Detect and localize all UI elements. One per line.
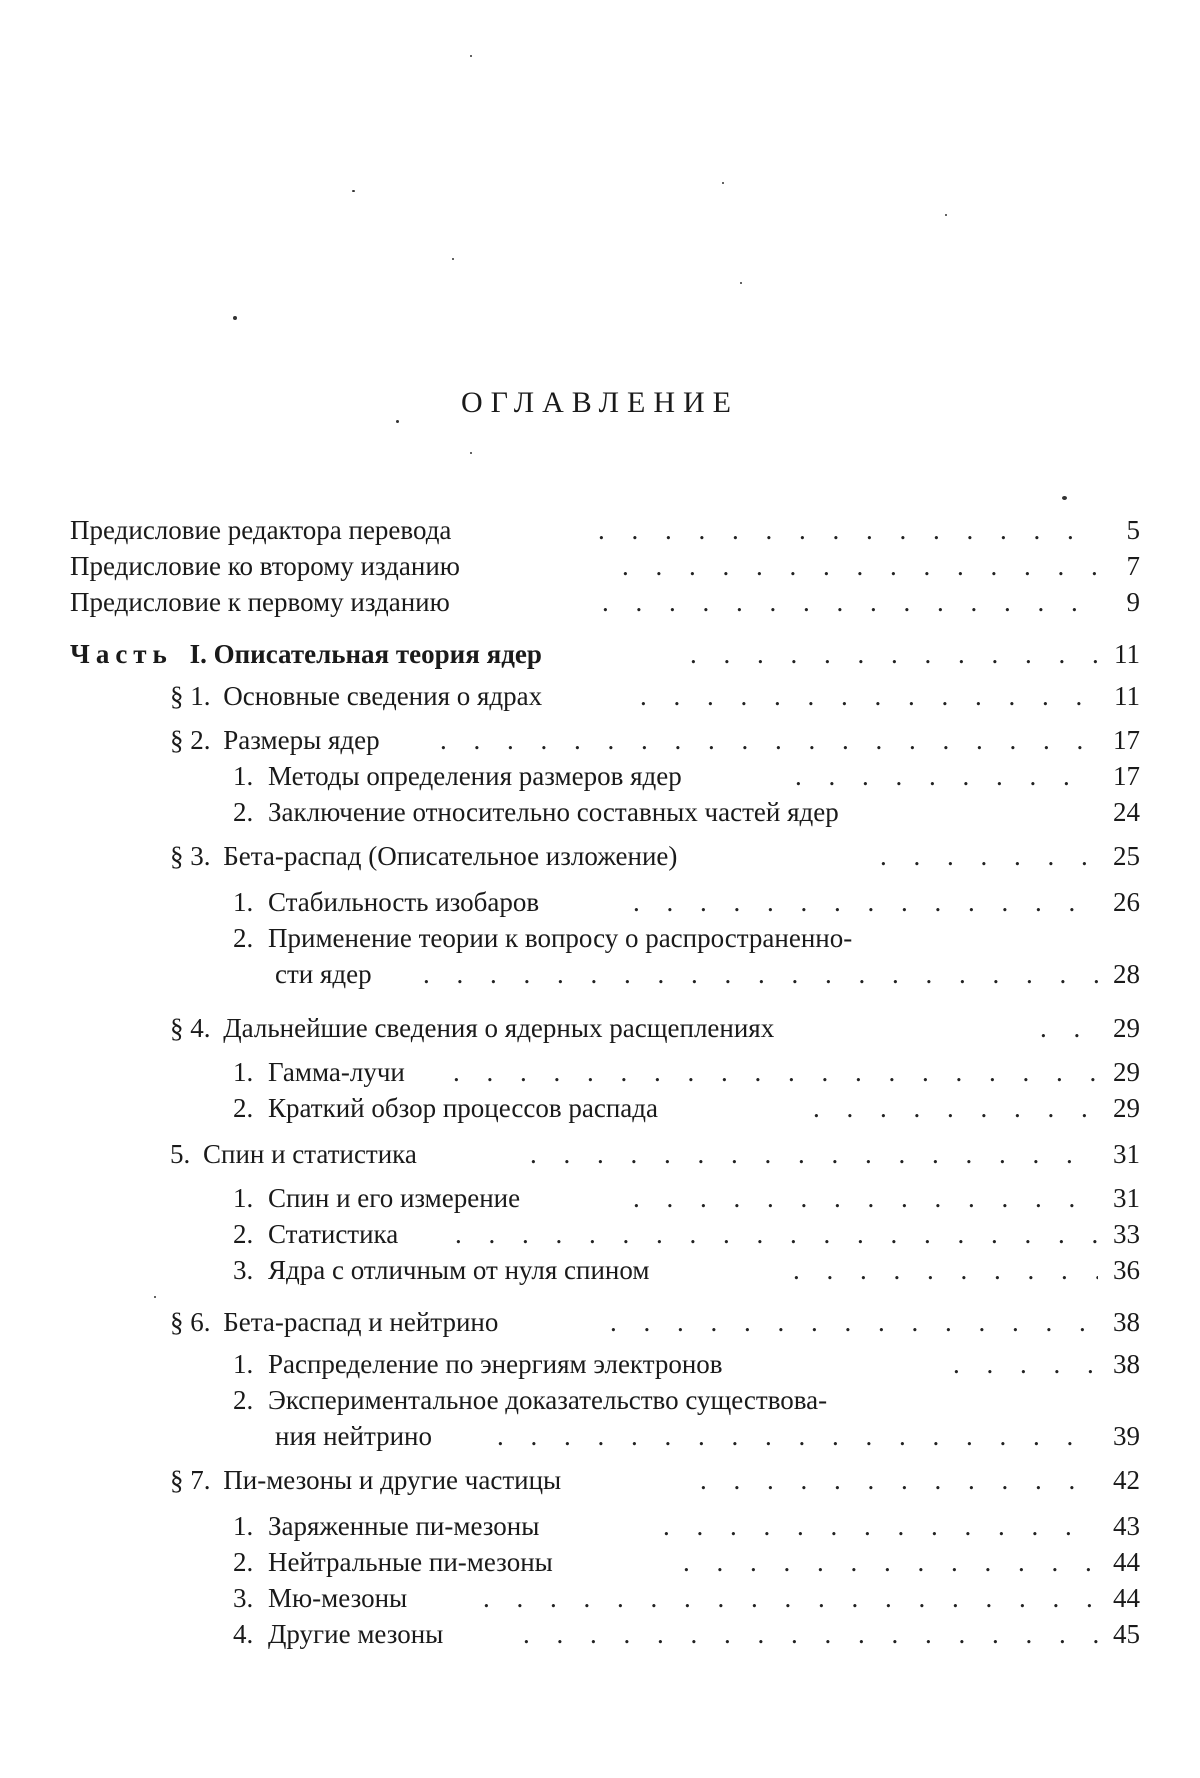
entry-page-number: 7 [1060,548,1140,584]
toc-entry [170,1462,1140,1498]
entry-number: 2. [233,1544,253,1580]
entry-label: I. Описательная теория ядер [190,636,542,672]
toc-entry [170,838,1140,874]
entry-label: Предисловие редактора перевода [70,512,451,548]
leader-dots: . . . . . . . . . . . . . . . . . . [483,1580,1098,1616]
entry-page-number: 44 [1060,1544,1140,1580]
entry-number: 1. [233,1508,253,1544]
toc-entry [70,548,1140,584]
leader-dots: . . . . . . . . . . . . . . . [602,584,1098,620]
entry-label: Методы определения размеров ядер [268,758,682,794]
leader-dots: . . . . . . . . . . . . . . . . . . . [453,1054,1098,1090]
entry-number: 2. [233,1216,253,1252]
toc-subentry [233,794,1140,830]
entry-page-number: 45 [1060,1616,1140,1652]
leader-dots: . . . . . . . . . . . . . . [633,1180,1098,1216]
toc-subentry [233,1382,1140,1418]
entry-label: Спин и статистика [203,1136,417,1172]
table-of-contents [70,0,1140,1778]
leader-dots: . . . . . . . . . . . . [690,636,1098,672]
toc-title: ОГЛАВЛЕНИЕ [0,386,1200,420]
toc-subentry [233,1054,1140,1090]
toc-subentry [233,758,1140,794]
toc-subentry [233,1580,1140,1616]
entry-label: Ядра с отличным от нуля спином [268,1252,649,1288]
toc-entry [170,678,1140,714]
entry-number: 4. [233,1616,253,1652]
toc-subentry [233,1616,1140,1652]
entry-number: 1. [233,1180,253,1216]
entry-number: 1. [233,884,253,920]
leader-dots: . . . . . . . . . . . . . . . . . . . . [440,722,1098,758]
book-page [0,0,1200,1778]
entry-label-continuation: ния нейтрино [275,1418,432,1454]
leader-dots: . . . . . . . . . . . . . . . . . . . . [423,956,1098,992]
leader-dots: . . . . . . . . . . . . . . . . . [523,1616,1098,1652]
leader-dots: . . . . . . . . . . . . [683,1544,1098,1580]
toc-entry [170,1304,1140,1340]
entry-page-number: 11 [1060,678,1140,714]
entry-page-number: 17 [1060,758,1140,794]
entry-label-continuation: сти ядер [275,956,372,992]
entry-page-number: 24 [1060,794,1140,830]
toc-subentry [233,1090,1140,1126]
toc-subentry [233,1508,1140,1544]
leader-dots: . . . . . . . . . [795,758,1098,794]
entry-label: Бета-распад (Описательное изложение) [223,838,677,874]
entry-page-number: 31 [1060,1180,1140,1216]
toc-entry [170,722,1140,758]
entry-page-number: 42 [1060,1462,1140,1498]
entry-number: 1. [233,758,253,794]
entry-label: Мю-мезоны [268,1580,407,1616]
entry-label: Предисловие к первому изданию [70,584,450,620]
leader-dots: . . . . . . . . . . . . . . . . . . [497,1418,1098,1454]
entry-label: Спин и его измерение [268,1180,520,1216]
leader-dots: . . . . . . . . . . . . [700,1462,1098,1498]
entry-number: 1. [233,1054,253,1090]
entry-page-number: 31 [1060,1136,1140,1172]
entry-number: 2. [233,794,253,830]
leader-dots: . . . . . . . . . . . . . . [622,548,1098,584]
entry-number: 5. [170,1136,190,1172]
entry-page-number: 43 [1060,1508,1140,1544]
toc-entry [170,1010,1140,1046]
entry-number: § 4. [170,1010,211,1046]
toc-subentry [233,1346,1140,1382]
entry-page-number: 25 [1060,838,1140,874]
entry-page-number: 44 [1060,1580,1140,1616]
entry-page-number: 29 [1060,1054,1140,1090]
entry-number: 2. [233,1090,253,1126]
entry-label: Краткий обзор процессов распада [268,1090,658,1126]
entry-number: § 3. [170,838,211,874]
entry-label: Нейтральные пи-мезоны [268,1544,553,1580]
toc-subentry [233,1216,1140,1252]
toc-subentry-continuation [233,956,1140,992]
toc-subentry [233,1180,1140,1216]
entry-number: 3. [233,1580,253,1616]
entry-label: Заключение относительно составных частей ядер [268,794,839,830]
toc-entry [70,512,1140,548]
entry-page-number: 39 [1060,1418,1140,1454]
entry-label: Применение теории к вопросу о распространенно- [268,920,852,956]
entry-number: 3. [233,1252,253,1288]
entry-label: Стабильность изобаров [268,884,539,920]
leader-dots: . . . . . . . [880,838,1098,874]
toc-entry [170,1136,1140,1172]
leader-dots: . . [1040,1010,1098,1046]
entry-label: Размеры ядер [223,722,379,758]
entry-page-number: 38 [1060,1346,1140,1382]
entry-number: 2. [233,920,253,956]
leader-dots: . . . . . . . . . . . . . . . . . [530,1136,1098,1172]
entry-number: § 7. [170,1462,211,1498]
leader-dots: . . . . [953,1346,1098,1382]
toc-entry [70,584,1140,620]
entry-page-number: 17 [1060,722,1140,758]
entry-page-number: 33 [1060,1216,1140,1252]
entry-label: Пи-мезоны и другие частицы [223,1462,561,1498]
entry-number: 1. [233,1346,253,1382]
entry-label: Основные сведения о ядрах [223,678,542,714]
entry-label: Предисловие ко второму изданию [70,548,460,584]
entry-label: Дальнейшие сведения о ядерных расщеплениях [223,1010,774,1046]
entry-label: Другие мезоны [268,1616,443,1652]
toc-subentry-continuation [233,1418,1140,1454]
leader-dots: . . . . . . . . . . . . . [663,1508,1098,1544]
entry-page-number: 9 [1060,584,1140,620]
entry-number: § 1. [170,678,211,714]
leader-dots: . . . . . . . . . . . . . . [633,884,1098,920]
leader-dots: . . . . . . . . . [813,1090,1098,1126]
leader-dots: . . . . . . . . . . . . . . . [598,512,1098,548]
leader-dots: . . . . . . . . . . . . . . . . . . . [455,1216,1098,1252]
entry-page-number: 29 [1060,1090,1140,1126]
leader-dots: . . . . . . . . . . . . . . . [610,1304,1098,1340]
toc-subentry [233,1544,1140,1580]
entry-label: Заряженные пи-мезоны [268,1508,539,1544]
part-prefix: Часть [70,639,173,669]
entry-page-number: 36 [1060,1252,1140,1288]
toc-part-heading [70,636,1140,672]
entry-number: 2. [233,1382,253,1418]
entry-number: § 2. [170,722,211,758]
leader-dots: . . . . . . . . . [793,1252,1098,1288]
entry-label: Распределение по энергиям электронов [268,1346,723,1382]
entry-label: Экспериментальное доказательство существова- [268,1382,827,1418]
leader-dots: . . . . . . . . . . . . . . [640,678,1098,714]
entry-page-number: 28 [1060,956,1140,992]
toc-subentry [233,884,1140,920]
toc-subentry [233,1252,1140,1288]
entry-page-number: 5 [1060,512,1140,548]
entry-page-number: 11 [1060,636,1140,672]
toc-subentry [233,920,1140,956]
entry-number: § 6. [170,1304,211,1340]
entry-label: Гамма-лучи [268,1054,405,1090]
entry-label: Бета-распад и нейтрино [223,1304,498,1340]
entry-label: Статистика [268,1216,398,1252]
entry-page-number: 38 [1060,1304,1140,1340]
entry-page-number: 26 [1060,884,1140,920]
entry-page-number: 29 [1060,1010,1140,1046]
